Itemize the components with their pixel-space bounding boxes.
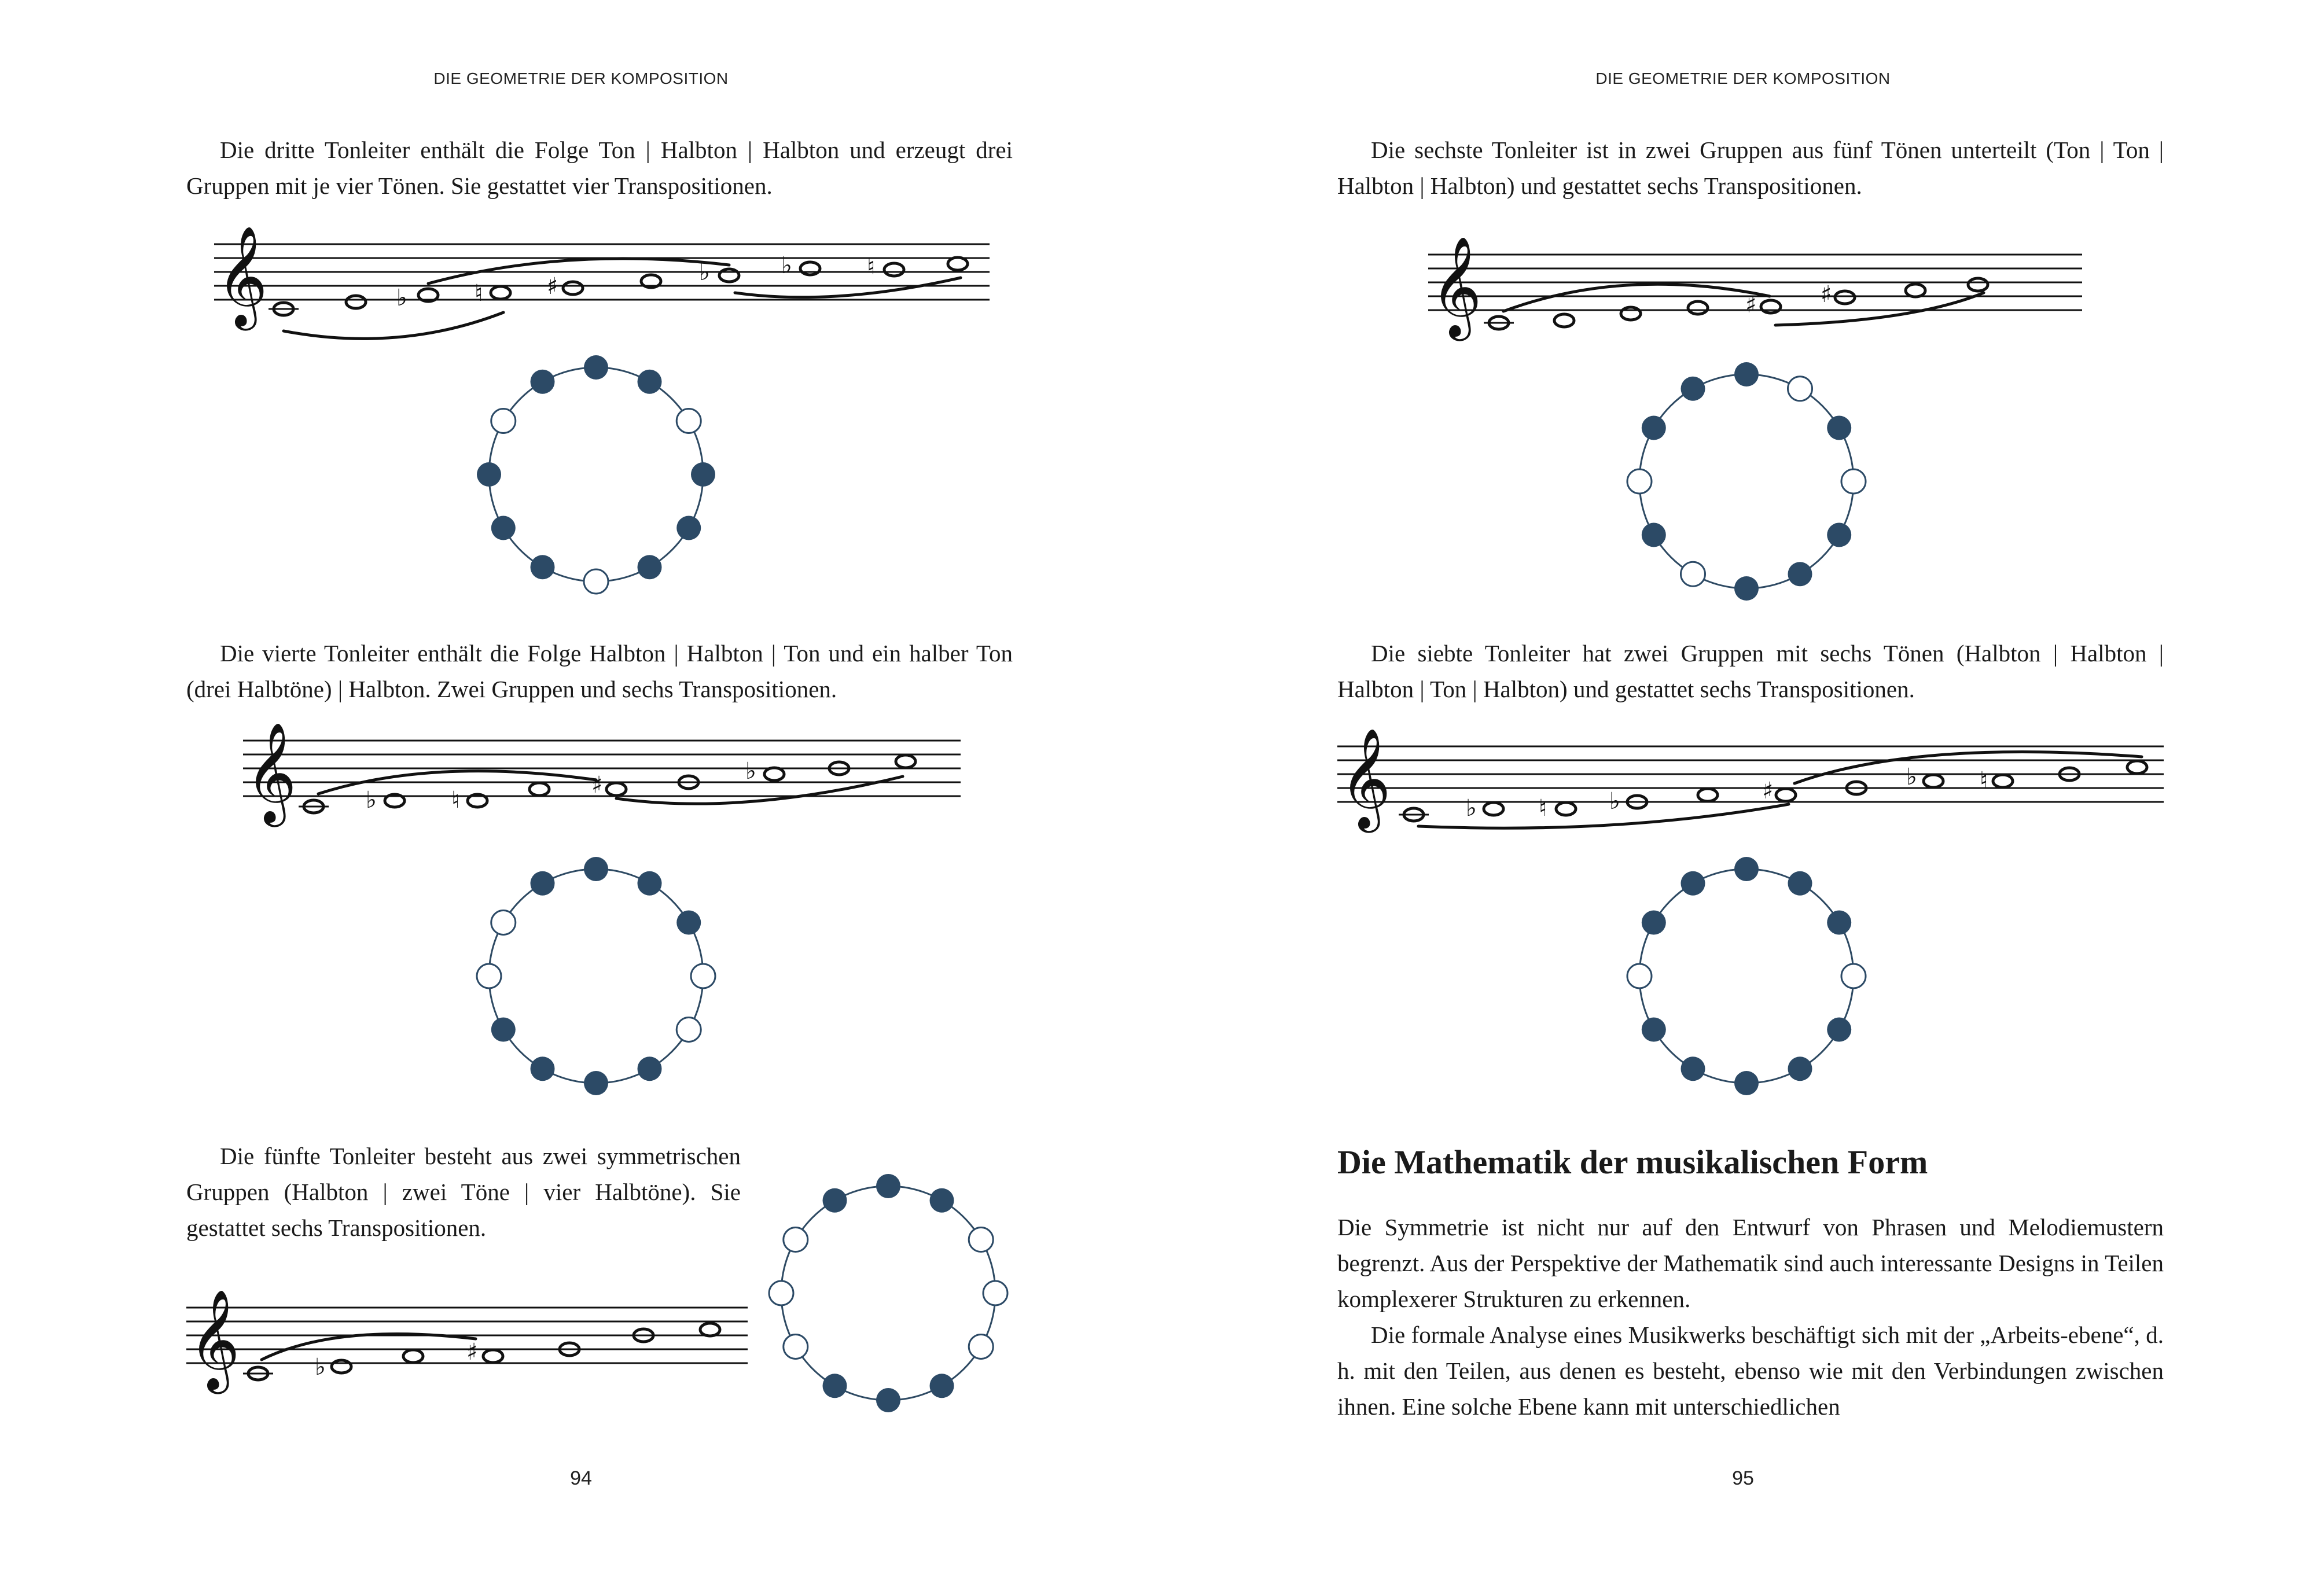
right-page <box>1162 0 2324 1572</box>
pitch-dot-empty <box>491 911 516 935</box>
svg-text:♯: ♯ <box>1745 292 1757 318</box>
svg-text:♭: ♭ <box>315 1354 326 1380</box>
paragraph-third-scale: Die dritte Tonleiter enthält die Folge Ton | Halbton | Halbton und erzeugt drei Gruppen mit je vier Tönen. Sie gestattet vier Transpositionen. <box>186 137 1013 199</box>
pitch-dot-filled <box>1827 523 1851 547</box>
svg-text:♯: ♯ <box>591 772 603 798</box>
pitch-dot-filled <box>1642 523 1666 547</box>
svg-text:♭: ♭ <box>745 758 756 785</box>
pitch-dot-filled <box>1642 416 1666 440</box>
pitch-circle-scale-6 <box>1631 366 1862 597</box>
pitch-dot-filled <box>1788 1056 1812 1081</box>
svg-text:♮: ♮ <box>1980 767 1988 794</box>
paragraph-fourth-scale: Die vierte Tonleiter enthält die Folge Halbton | Halbton | Ton und ein halber Ton (drei Halbtöne) | Halbton. Zwei Gruppen und sechs Transpositionen. <box>186 640 1013 702</box>
pitch-dot-filled <box>531 555 555 579</box>
pitch-dot-filled <box>676 516 701 540</box>
pitch-dot-filled <box>584 857 608 881</box>
svg-text:♮: ♮ <box>867 253 876 280</box>
svg-text:♭: ♭ <box>396 285 407 311</box>
pitch-dot-filled <box>676 911 701 935</box>
pitch-dot-empty <box>1627 964 1652 988</box>
pitch-dot-filled <box>1734 362 1759 386</box>
page-number: 95 <box>1732 1467 1754 1489</box>
pitch-dot-filled <box>638 871 662 896</box>
pitch-dot-empty <box>1681 562 1705 586</box>
section-heading: Die Mathematik der musikalischen Form <box>1337 1143 1928 1181</box>
body-paragraph-2: Die formale Analyse eines Musikwerks beschäftigt sich mit der „Arbeits-ebene“, d. h. mit den Teilen, aus denen es besteht, ebenso wie mit den Verbindungen zwischen ihnen. Eine solche Ebene kann mit unterschiedlichen <box>1337 1321 2164 1420</box>
treble-clef-icon: 𝄞 <box>216 226 268 326</box>
pitch-dot-filled <box>638 1056 662 1081</box>
pitch-dot-filled <box>638 555 662 579</box>
pitch-dot-empty <box>1788 377 1812 401</box>
pitch-circle-ring <box>781 1186 995 1400</box>
pitch-dot-filled <box>1642 911 1666 935</box>
pitch-circle-scale-5 <box>773 1177 1004 1409</box>
pitch-dot-filled <box>876 1388 900 1412</box>
pitch-dot-filled <box>1734 576 1759 601</box>
pitch-dot-filled <box>584 1071 608 1095</box>
running-head: DIE GEOMETRIE DER KOMPOSITION <box>1595 69 1891 87</box>
pitch-dot-filled <box>1734 1071 1759 1095</box>
pitch-circle-ring <box>1639 869 1854 1083</box>
svg-text:♮: ♮ <box>1539 795 1547 822</box>
music-staff-scale-6 <box>1422 237 2088 353</box>
pitch-circle-ring <box>489 367 703 581</box>
paragraph-sixth-scale: Die sechste Tonleiter ist in zwei Gruppen aus fünf Tönen unterteilt (Ton | Ton | Halbton | Halbton) und gestattet sechs Transpositionen. <box>1337 137 2164 199</box>
treble-clef-icon: 𝄞 <box>245 722 297 823</box>
svg-text:♭: ♭ <box>1906 764 1917 790</box>
pitch-dot-empty <box>584 569 608 594</box>
pitch-dot-empty <box>969 1335 993 1359</box>
pitch-dot-filled <box>1827 1018 1851 1042</box>
pitch-circle-scale-4 <box>480 860 712 1092</box>
pitch-dot-empty <box>477 964 501 988</box>
pitch-dot-empty <box>983 1281 1007 1305</box>
pitch-dot-filled <box>531 370 555 394</box>
pitch-dot-filled <box>823 1188 847 1213</box>
pitch-dot-filled <box>638 370 662 394</box>
treble-clef-icon: 𝄞 <box>1340 728 1391 829</box>
music-staff-scale-3 <box>208 220 995 347</box>
pitch-dot-filled <box>584 355 608 380</box>
treble-clef-icon: 𝄞 <box>189 1289 240 1390</box>
pitch-dot-empty <box>969 1228 993 1252</box>
svg-text:♮: ♮ <box>451 787 460 813</box>
pitch-dot-filled <box>1681 871 1705 896</box>
pitch-dot-filled <box>1734 857 1759 881</box>
paragraph-fifth-scale: Die fünfte Tonleiter besteht aus zwei symmetrischen Gruppen (Halbton | zwei Töne | vier Halbtöne). Sie gestattet sechs Transpositionen. <box>186 1143 741 1241</box>
svg-text:♭: ♭ <box>1466 795 1477 822</box>
pitch-dot-filled <box>930 1374 954 1398</box>
pitch-dot-filled <box>531 871 555 896</box>
paragraph-seventh-scale: Die siebte Tonleiter hat zwei Gruppen mit sechs Tönen (Halbton | Halbton | Halbton | Ton | Halbton) und gestattet sechs Transpositionen. <box>1337 640 2164 702</box>
svg-text:♯: ♯ <box>547 273 558 300</box>
pitch-dot-empty <box>1841 469 1866 494</box>
svg-text:♯: ♯ <box>466 1339 478 1365</box>
pitch-dot-filled <box>531 1056 555 1081</box>
pitch-dot-filled <box>823 1374 847 1398</box>
pitch-dot-empty <box>1841 964 1866 988</box>
pitch-dot-empty <box>491 409 516 433</box>
pitch-dot-filled <box>491 516 516 540</box>
pitch-dot-filled <box>1681 377 1705 401</box>
page-number: 94 <box>570 1467 592 1489</box>
pitch-dot-filled <box>491 1018 516 1042</box>
svg-text:♯: ♯ <box>1762 778 1774 804</box>
pitch-dot-filled <box>1642 1018 1666 1042</box>
pitch-circle-scale-3 <box>480 359 712 590</box>
pitch-dot-filled <box>1681 1056 1705 1081</box>
pitch-dot-empty <box>769 1281 793 1305</box>
svg-text:♭: ♭ <box>366 787 377 813</box>
pitch-dot-empty <box>676 1018 701 1042</box>
pitch-dot-empty <box>1627 469 1652 494</box>
running-head: DIE GEOMETRIE DER KOMPOSITION <box>433 69 729 87</box>
svg-text:♭: ♭ <box>1609 788 1620 815</box>
pitch-dot-filled <box>1827 416 1851 440</box>
pitch-dot-filled <box>1788 871 1812 896</box>
pitch-dot-filled <box>1827 911 1851 935</box>
pitch-dot-filled <box>876 1174 900 1198</box>
pitch-circle-scale-7 <box>1631 860 1862 1092</box>
svg-text:♮: ♮ <box>475 280 483 307</box>
svg-text:♭: ♭ <box>781 252 792 279</box>
music-staff-scale-4 <box>237 723 966 839</box>
pitch-dot-empty <box>676 409 701 433</box>
pitch-dot-filled <box>930 1188 954 1213</box>
music-staff-scale-7 <box>1337 728 2165 838</box>
music-staff-scale-5 <box>186 1284 753 1400</box>
pitch-dot-filled <box>1788 562 1812 586</box>
svg-text:♯: ♯ <box>1821 281 1832 308</box>
pitch-dot-filled <box>477 462 501 487</box>
pitch-circle-ring <box>1639 374 1854 588</box>
svg-text:♭: ♭ <box>699 259 710 286</box>
pitch-dot-empty <box>784 1335 808 1359</box>
treble-clef-icon: 𝄞 <box>1431 236 1482 337</box>
pitch-dot-empty <box>691 964 715 988</box>
pitch-dot-empty <box>784 1228 808 1252</box>
body-paragraph-1: Die Symmetrie ist nicht nur auf den Entwurf von Phrasen und Melodiemustern begrenzt. Aus der Perspektive der Mathematik sind auch interessante Designs in Teilen komplexerer Strukturen zu erkennen. <box>1337 1214 2164 1312</box>
pitch-circle-ring <box>489 869 703 1083</box>
pitch-dot-filled <box>691 462 715 487</box>
